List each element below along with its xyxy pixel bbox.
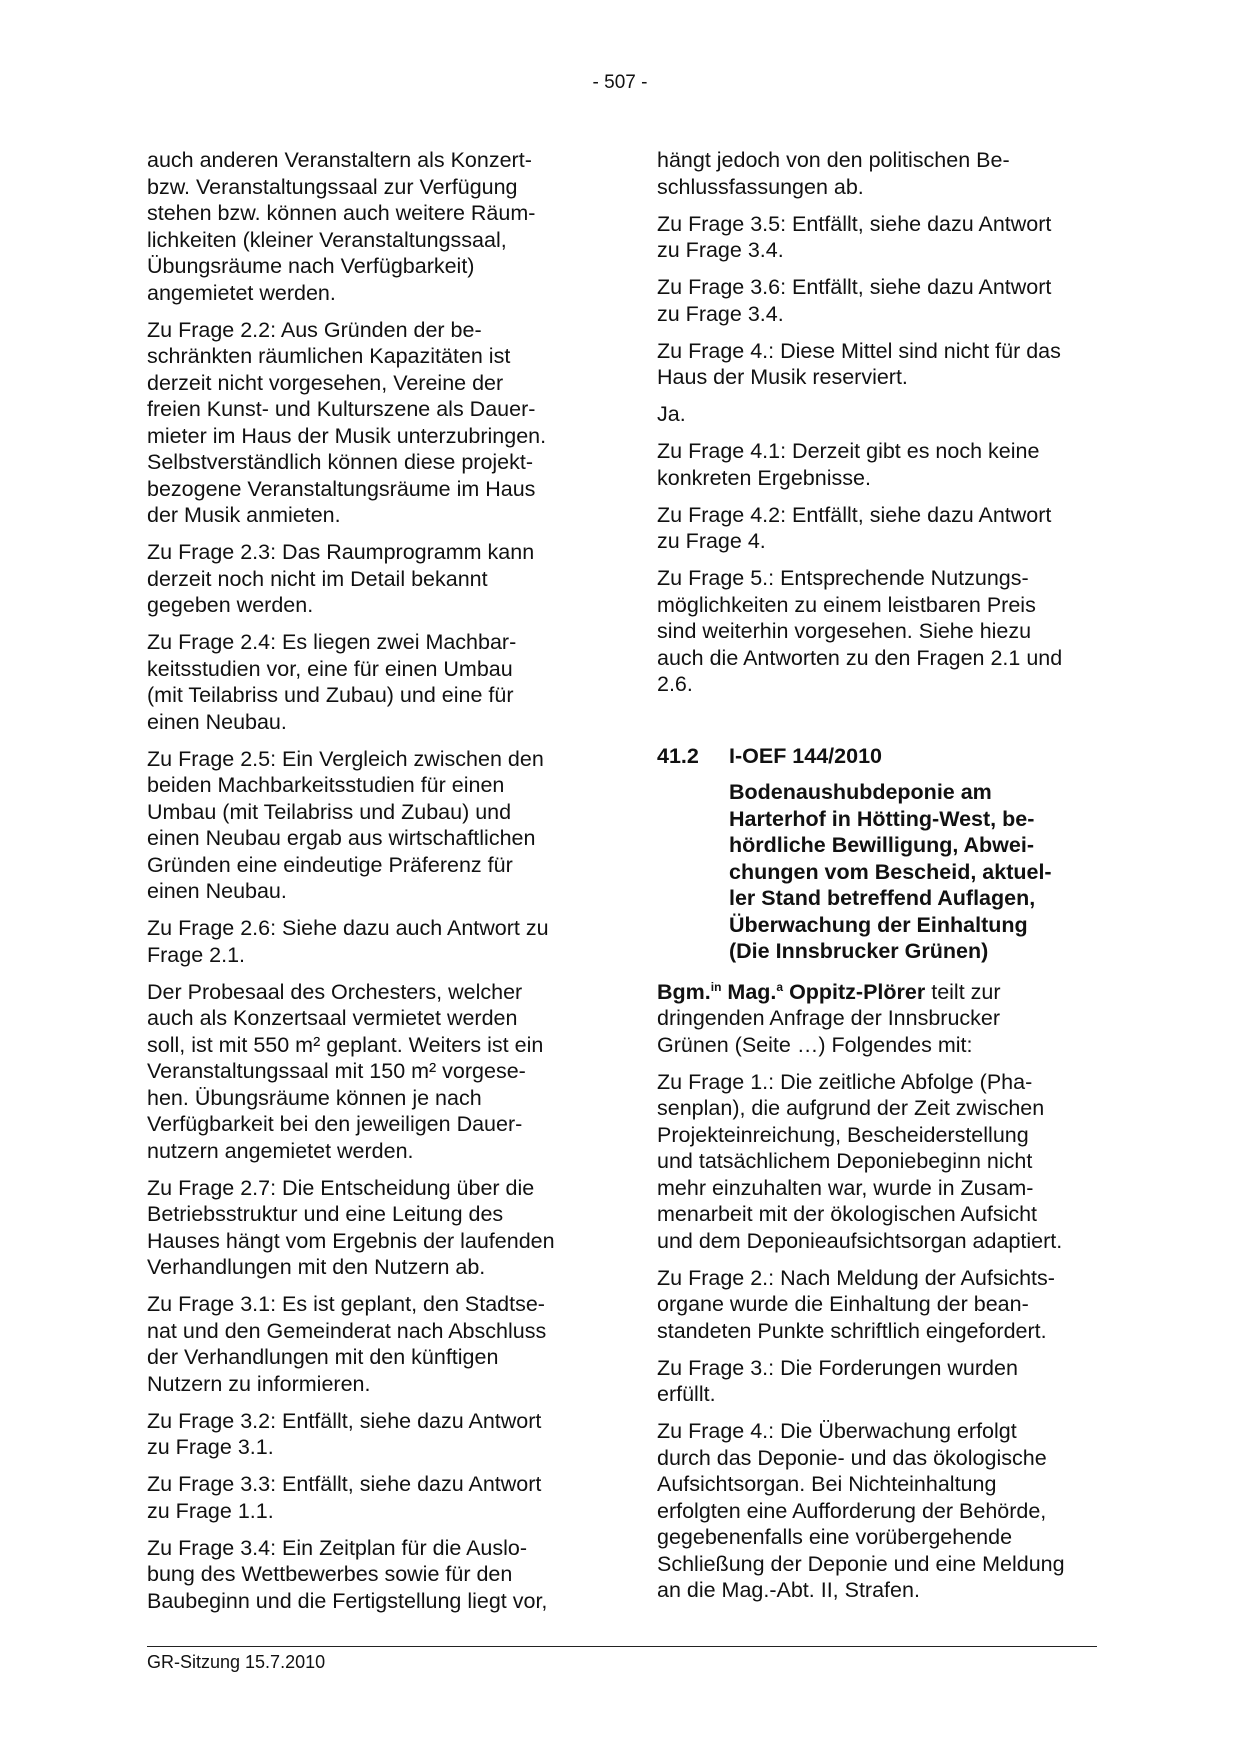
footer-text: GR-Sitzung 15.7.2010	[147, 1652, 326, 1672]
paragraph: Zu Frage 2.3: Das Raumprogramm kann derzeit noch nicht im Detail bekannt gegeben werden.	[147, 540, 535, 617]
section-title: Bodenaushubdeponie am Harterhof in Hötting-West, be- hördliche Bewilligung, Abwei- chungen vom Bescheid, aktuel- ler Stand betreffend Auflagen, Überwachung der Einhaltung (Die Innsbrucker Grünen)	[729, 780, 1052, 963]
footer-divider	[147, 1646, 1097, 1647]
paragraph: Zu Frage 5.: Entsprechende Nutzungs- möglichkeiten zu einem leistbaren Preis sind weiterhin vorgesehen. Siehe hiezu auch die Antworten zu den Fragen 2.1 und 2.6.	[657, 566, 1063, 696]
paragraph: Zu Frage 1.: Die zeitliche Abfolge (Pha- senplan), die aufgrund der Zeit zwischen Projekteinreichung, Bescheiderstellung und tatsächlichem Deponiebeginn nicht mehr einzuhalten war, wurde in Zusam- menarbeit mit der ökologischen Aufsicht und dem Deponieaufsichtsorgan adaptiert.	[657, 1069, 1063, 1253]
section-heading	[657, 743, 1102, 965]
paragraph: Zu Frage 4.: Die Überwachung erfolgt durch das Deponie- und das ökologische Aufsichtsorgan. Bei Nichteinhaltung erfolgten eine Aufforderung der Behörde, gegebenenfalls eine vorübergehende Schließung der Deponie und eine Meldung an die Mag.-Abt. II, Strafen.	[657, 1419, 1065, 1602]
paragraph: Zu Frage 4.: Diese Mittel sind nicht für das Haus der Musik reserviert.	[657, 338, 1061, 389]
paragraph: Zu Frage 2.5: Ein Vergleich zwischen den beiden Machbarkeitsstudien für einen Umbau (mit Teilabriss und Zubau) und einen Neubau ergab aus wirtschaftlichen Gründen eine eindeutige Präferenz für einen Neubau.	[147, 746, 544, 903]
paragraph: Zu Frage 2.6: Siehe dazu auch Antwort zu Frage 2.1.	[147, 916, 549, 967]
paragraph: Zu Frage 3.6: Entfällt, siehe dazu Antwort zu Frage 3.4.	[657, 275, 1052, 326]
paragraph: auch anderen Veranstaltern als Konzert- bzw. Veranstaltungssaal zur Verfügung stehen bzw. können auch weitere Räum- lichkeiten (kleiner Veranstaltungssaal, Übungsräume nach Verfügbarkeit) angemietet werden.	[147, 148, 536, 305]
paragraph: Zu Frage 4.2: Entfällt, siehe dazu Antwort zu Frage 4.	[657, 502, 1052, 553]
intro-mag-superscript: a	[776, 979, 784, 994]
intro-bgm-superscript: in	[710, 979, 722, 994]
intro-bgm: Bgm.	[657, 979, 711, 1004]
paragraph: Zu Frage 4.1: Derzeit gibt es noch keine konkreten Ergebnisse.	[657, 439, 1040, 490]
paragraph: Zu Frage 3.4: Ein Zeitplan für die Auslo- bung des Wettbewerbes sowie für den Baubeginn und die Fertigstellung liegt vor,	[147, 1535, 548, 1613]
paragraph: Zu Frage 2.: Nach Meldung der Aufsichts- organe wurde die Einhaltung der bean- standeten Punkte schriftlich eingefordert.	[657, 1265, 1055, 1343]
page-number: - 507 -	[592, 72, 648, 93]
section-number: 41.2	[657, 743, 699, 768]
intro-mag: Mag.	[727, 979, 777, 1004]
paragraph: Zu Frage 3.1: Es ist geplant, den Stadtse- nat und den Gemeinderat nach Abschluss der Verhandlungen mit den künftigen Nutzern zu informieren.	[147, 1292, 547, 1396]
paragraph: Zu Frage 3.5: Entfällt, siehe dazu Antwort zu Frage 3.4.	[657, 211, 1052, 262]
intro-paragraph	[657, 979, 1102, 1059]
left-column	[147, 147, 587, 1625]
paragraph: hängt jedoch von den politischen Be- schlussfassungen ab.	[657, 148, 1010, 199]
paragraph: Zu Frage 2.7: Die Entscheidung über die Betriebsstruktur und eine Leitung des Hauses hängt vom Ergebnis der laufenden Verhandlungen mit den Nutzern ab.	[147, 1175, 555, 1279]
paragraph: Zu Frage 2.4: Es liegen zwei Machbar- keitsstudien vor, eine für einen Umbau (mit Teilabriss und Zubau) und eine für einen Neubau.	[147, 630, 517, 734]
intro-rest: teilt zur dringenden Anfrage der Innsbrucker Grünen (Seite …) Folgendes mit:	[657, 979, 1001, 1057]
paragraph: Zu Frage 2.2: Aus Gründen der be- schränkten räumlichen Kapazitäten ist derzeit nicht vorgesehen, Vereine der freien Kunst- und Kulturszene als Dauer- mieter im Haus der Musik unterzubringen. Selbstverständlich können diese projekt- bezogene Veranstaltungsräume im Haus der Musik anmieten.	[147, 317, 547, 527]
paragraph: Ja.	[657, 402, 686, 426]
paragraph: Zu Frage 3.: Die Forderungen wurden erfüllt.	[657, 1355, 1018, 1406]
paragraph: Der Probesaal des Orchesters, welcher auch als Konzertsaal vermietet werden soll, ist mit 550 m² geplant. Weiters ist ein Veranstaltungssaal mit 150 m² vorgese- hen. Übungsräume können je nach Verfügbarkeit bei den jeweiligen Dauer- nutzern angemietet werden.	[147, 979, 544, 1163]
intro-name: Oppitz-Plörer	[789, 979, 926, 1004]
right-column	[657, 147, 1102, 1614]
section-code: I-OEF 144/2010	[729, 743, 882, 768]
paragraph: Zu Frage 3.2: Entfällt, siehe dazu Antwort zu Frage 3.1.	[147, 1408, 542, 1459]
paragraph: Zu Frage 3.3: Entfällt, siehe dazu Antwort zu Frage 1.1.	[147, 1472, 542, 1523]
